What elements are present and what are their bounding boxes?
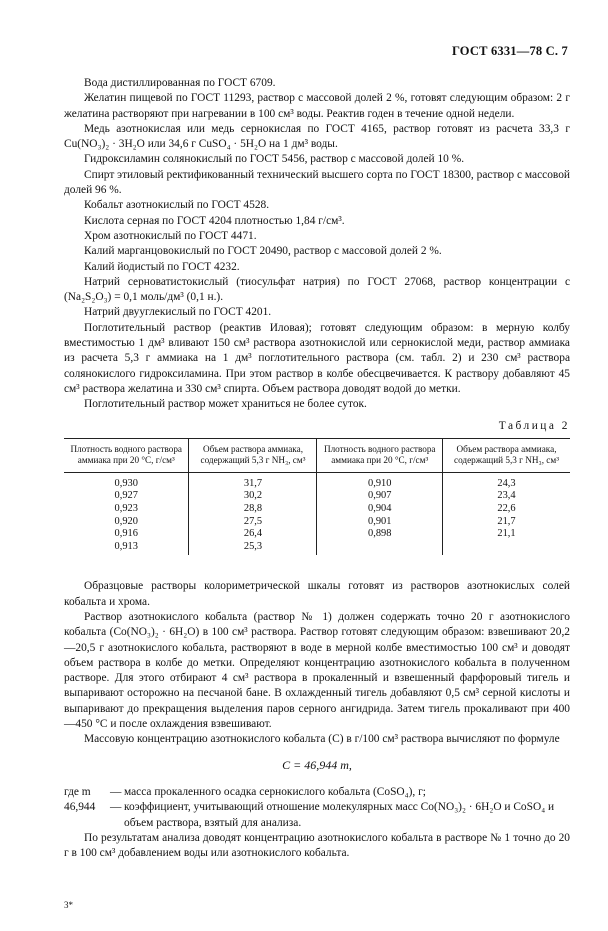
ammonia-density-table bbox=[64, 438, 570, 556]
table-cell: 0,916 bbox=[114, 528, 138, 540]
final-paragraph: По результатам анализа доводят концентрацию азотнокислого кобальта в растворе № 1 точно до 20 г в 100 см³ добавлением воды или азотнокислого кобальта. bbox=[64, 831, 570, 860]
definition-symbol: где m bbox=[64, 785, 91, 798]
table-row bbox=[64, 490, 570, 503]
page-content bbox=[64, 76, 570, 861]
table-header-cell: Плотность водного раствора аммиака при 20 °С, г/см³ bbox=[317, 438, 442, 472]
formula: C = 46,944 m, bbox=[282, 757, 352, 772]
paragraph: Поглотительный раствор может храниться не более суток. bbox=[84, 398, 367, 411]
table-cell: 0,913 bbox=[114, 540, 138, 552]
paragraph: Желатин пищевой по ГОСТ 11293, раствор с массовой долей 2 %, готовят следующим образом: 2 г желатина растворяют при нагревании в 100 см³ воды. Реактив годен в течение одной недели. bbox=[64, 92, 570, 120]
table-cell: 25,3 bbox=[189, 541, 317, 556]
paragraph: Медь азотнокислая или медь сернокислая по ГОСТ 4165, раствор готовят из расчета 33,3 г Cu(NO₃)₂ · 3H₂O или 34,6 г CuSO₄ · 5H₂O на 1 дм³ воды. bbox=[64, 122, 570, 151]
paragraph: Калий йодистый по ГОСТ 4232. bbox=[84, 260, 240, 273]
table-cell: 21,7 bbox=[442, 516, 570, 529]
table-body bbox=[64, 472, 570, 555]
paragraph: Спирт этиловый ректификованный технический высшего сорта по ГОСТ 18300, раствор с массовой долей 96 %. bbox=[64, 168, 570, 197]
standard-solutions-text bbox=[64, 579, 570, 747]
table-cell: 0,923 bbox=[114, 503, 138, 515]
table-header-cell: Плотность водного раствора аммиака при 20 °С, г/см³ bbox=[64, 438, 189, 472]
paragraph: Кислота серная по ГОСТ 4204 плотностью 1,84 г/см³. bbox=[84, 214, 345, 227]
table-cell: 0,901 bbox=[317, 516, 442, 529]
paragraph: Кобальт азотнокислый по ГОСТ 4528. bbox=[84, 199, 270, 212]
formula-definitions bbox=[64, 785, 570, 831]
table-cell: 21,1 bbox=[442, 528, 570, 541]
table-row bbox=[64, 503, 570, 516]
table-cell: 23,4 bbox=[442, 490, 570, 503]
table-cell: 24,3 bbox=[442, 472, 570, 490]
reagents-list bbox=[64, 76, 570, 413]
paragraph: Раствор азотнокислого кобальта (раствор № 1) должен содержать точно 20 г азотнокислого кобальта (Co(NO₃)₂ · 6H₂O) в 100 см³ раствора. Раствор готовят следующим образом: взвешивают 20,2—20,5 г азотнокислого кобальта, растворяют в воде в мерной колбе вместимостью 100 см³ и доводят объем раствора в колбе до метки. Определяют концентрацию азотнокислого кобальта в полученном растворе. Для этого отбирают 4 см³ раствора в прокаленный и взвешенный фарфоровый тигель и выпаривают осторожно на песчаной бане. В охлажденный тигель добавляют 0,5 см³ серной кислоты и выпаривают до прекращения выделения паров серного ангидрида. Затем тигель прокаливают при 400—450 °С и после охлаждения взвешивают. bbox=[64, 610, 570, 731]
paragraph: Хром азотнокислый по ГОСТ 4471. bbox=[84, 229, 257, 242]
paragraph: Гидроксиламин солянокислый по ГОСТ 5456, раствор с массовой долей 10 %. bbox=[84, 153, 465, 166]
paragraph: Вода дистиллированная по ГОСТ 6709. bbox=[84, 77, 276, 89]
table-cell: 22,6 bbox=[442, 503, 570, 516]
definition-text: коэффициент, учитывающий отношение молекулярных масс Co(NO₃)₂ · 6H₂O и CoSO₄ и объем раствора, взятый для анализа. bbox=[124, 801, 555, 829]
table-row bbox=[64, 528, 570, 541]
table-cell: 0,910 bbox=[317, 472, 442, 490]
table-header-row bbox=[64, 438, 570, 472]
table-row bbox=[64, 472, 570, 490]
table-cell bbox=[317, 541, 442, 556]
table-row bbox=[64, 541, 570, 556]
table-header-cell: Объем раствора аммиака, содержащий 5,3 г NH₃, см³ bbox=[442, 438, 570, 472]
table-cell bbox=[442, 541, 570, 556]
paragraph: Натрий двууглекислый по ГОСТ 4201. bbox=[84, 306, 272, 319]
definition-dash: — bbox=[110, 785, 122, 798]
definition-symbol: 46,944 bbox=[64, 801, 96, 814]
table-cell: 0,920 bbox=[114, 515, 138, 527]
paragraph: Массовую концентрацию азотнокислого кобальта (C) в г/100 см³ раствора вычисляют по формуле bbox=[84, 733, 560, 746]
page-header: ГОСТ 6331—78 С. 7 bbox=[451, 44, 568, 58]
table-cell: 0,927 bbox=[114, 490, 138, 502]
table-cell: 0,907 bbox=[317, 490, 442, 503]
paragraph: Натрий серноватистокислый (тиосульфат натрия) по ГОСТ 27068, раствор концентрации c (Na₂S₂O₃) = 0,1 моль/дм³ (0,1 н.). bbox=[64, 275, 570, 304]
table-cell: 30,2 bbox=[189, 490, 317, 503]
table-row bbox=[64, 516, 570, 529]
table-cell: 0,898 bbox=[317, 528, 442, 541]
footer-mark: 3* bbox=[64, 900, 73, 910]
paragraph: Образцовые растворы колориметрической шкалы готовят из растворов азотнокислых солей кобальта и хрома. bbox=[64, 580, 570, 608]
table-cell: 28,8 bbox=[189, 503, 317, 516]
paragraph: Поглотительный раствор (реактив Иловая); готовят следующим образом: в мерную колбу вместимостью 1 дм³ вливают 150 см³ раствора азотнокислой или сернокислой меди, раствор аммиака из расчета 5,3 г аммиака на 1 дм³ поглотительного раствора (см. табл. 2) и 230 см³ раствора солянокислого гидроксиламина. При этом раствор в колбе обесцвечивается. К раствору добавляют 45 см³ раствора желатина и 330 см³ спирта. Объем раствора доводят водой до метки. bbox=[64, 321, 570, 395]
table-cell: 0,904 bbox=[317, 503, 442, 516]
table-cell: 31,7 bbox=[189, 472, 317, 490]
table-cell: 27,5 bbox=[189, 516, 317, 529]
definition-text: масса прокаленного осадка сернокислого кобальта (CoSO₄), г; bbox=[124, 785, 426, 798]
paragraph: Калий марганцовокислый по ГОСТ 20490, раствор с массовой долей 2 %. bbox=[84, 245, 442, 258]
table-cell: 0,930 bbox=[114, 477, 138, 489]
table-header-cell: Объем раствора аммиака, содержащий 5,3 г NH₃, см³ bbox=[189, 438, 317, 472]
table-cell: 26,4 bbox=[189, 528, 317, 541]
definition-dash: — bbox=[110, 801, 122, 814]
table-caption: Таблица 2 bbox=[498, 419, 570, 432]
